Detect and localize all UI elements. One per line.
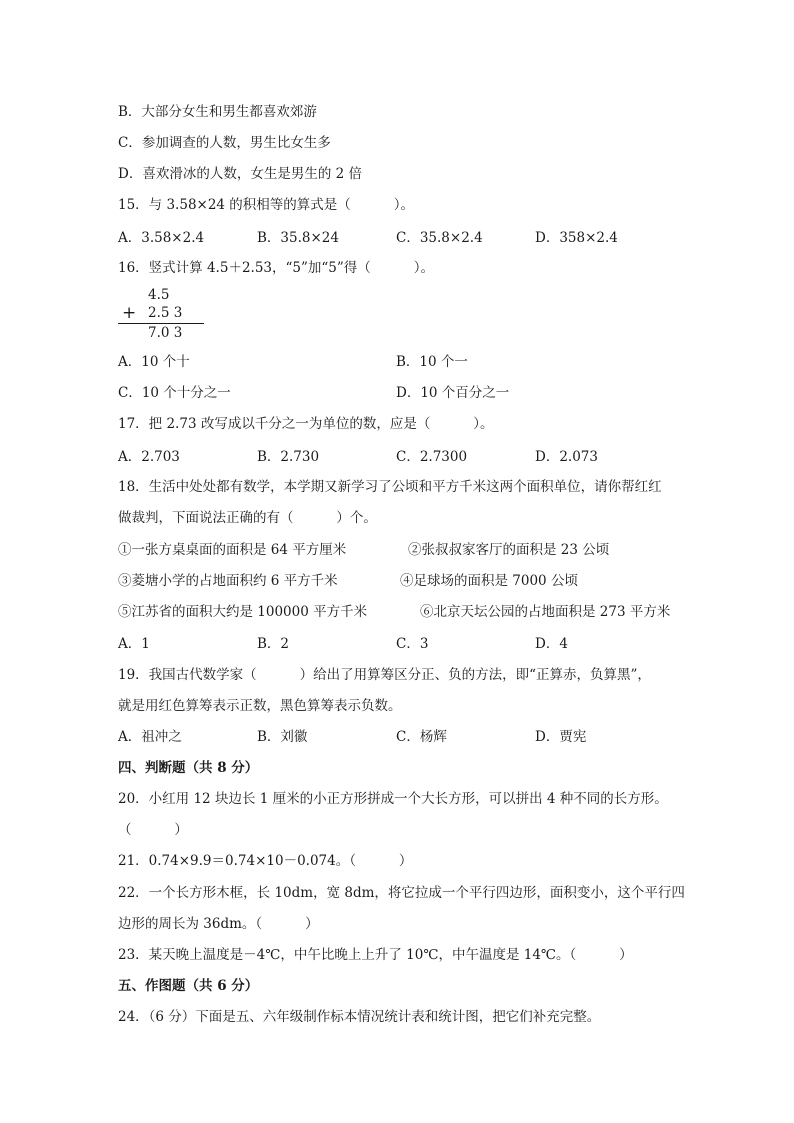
section-4-heading: 四、判断题（共 8 分）	[118, 760, 259, 776]
q19-option-b: B．刘徽	[257, 729, 308, 745]
question-20-line-1: 20．小红用 12 块边长 1 厘米的小正方形拼成一个大长方形，可以拼出 4 种不同的长方形。	[118, 791, 668, 807]
q17-option-d: D．2.073	[535, 449, 598, 465]
q18-statement-1: ①一张方桌桌面的面积是 64 平方厘米	[118, 542, 347, 558]
q15-option-c: C．35.8×2.4	[396, 230, 483, 246]
question-24: 24．（6 分）下面是五、六年级制作标本情况统计表和统计图，把它们补充完整。	[118, 1009, 601, 1025]
sum-result: 7.0 3	[148, 325, 183, 341]
question-18-line-2: 做裁判，下面说法正确的有（ ）个。	[118, 510, 377, 526]
q15-option-b: B．35.8×24	[257, 230, 339, 246]
question-17: 17．把 2.73 改写成以千分之一为单位的数，应是（ ）。	[118, 416, 494, 432]
question-15: 15．与 3.58×24 的积相等的算式是（ ）。	[118, 197, 414, 213]
q18-statement-4: ④足球场的面积是 7000 公顷	[400, 573, 578, 589]
question-22-line-2: 边形的周长为 36dm。（ ）	[118, 916, 319, 932]
question-19-line-2: 就是用红色算筹表示正数，黑色算筹表示负数。	[118, 698, 402, 714]
q18-statement-5: ⑤江苏省的面积大约是 100000 平方千米	[118, 604, 368, 620]
question-22-line-1: 22．一个长方形木框，长 10dm，宽 8dm，将它拉成一个平行四边形，面积变小，这个平行四	[118, 885, 685, 901]
q19-option-a: A．祖冲之	[118, 729, 182, 745]
q15-option-d: D．358×2.4	[535, 230, 618, 246]
q18-statement-3: ③菱塘小学的占地面积约 6 平方千米	[118, 573, 338, 589]
addend-1: 4.5	[148, 287, 170, 303]
question-18-line-1: 18．生活中处处都有数学，本学期又新学习了公顷和平方千米这两个面积单位，请你帮红红	[118, 479, 662, 495]
q17-option-a: A．2.703	[118, 449, 180, 465]
q19-option-d: D．贾宪	[535, 729, 587, 745]
plus-sign: +	[122, 303, 137, 323]
vertical-addition	[118, 287, 208, 343]
q15-option-a: A．3.58×2.4	[118, 230, 205, 246]
q18-statement-6: ⑥北京天坛公园的占地面积是 273 平方米	[420, 604, 671, 620]
q16-option-a: A．10 个十	[118, 354, 190, 370]
q17-option-b: B．2.730	[257, 449, 320, 465]
q18-option-b: B．2	[257, 636, 290, 652]
q16-option-d: D．10 个百分之一	[396, 385, 510, 401]
q18-option-c: C．3	[396, 636, 429, 652]
q14-option-d: D．喜欢滑冰的人数，女生是男生的 2 倍	[118, 166, 362, 182]
q18-statement-2: ②张叔叔家客厅的面积是 23 公顷	[408, 542, 610, 558]
q19-option-c: C．杨辉	[396, 729, 447, 745]
question-19-line-1: 19．我国古代数学家（ ）给出了用算筹区分正、负的方法，即“正算赤，负算黑”，	[118, 667, 651, 683]
question-16: 16．竖式计算 4.5＋2.53，“5”加“5”得（ ）。	[118, 260, 434, 276]
question-20-line-2: （ ）	[118, 822, 188, 838]
sum-rule	[118, 323, 204, 324]
q14-option-b: B．大部分女生和男生都喜欢郊游	[118, 104, 317, 120]
question-21: 21．0.74×9.9＝0.74×10－0.074。（ ）	[118, 853, 413, 869]
q18-option-d: D．4	[535, 636, 568, 652]
q14-option-c: C．参加调查的人数，男生比女生多	[118, 135, 331, 151]
q17-option-c: C．2.7300	[396, 449, 468, 465]
section-5-heading: 五、作图题（共 6 分）	[118, 978, 259, 994]
q16-option-c: C．10 个十分之一	[118, 385, 231, 401]
addend-2: 2.5 3	[148, 305, 183, 321]
question-23: 23．某天晚上温度是－4℃，中午比晚上上升了 10℃，中午温度是 14℃。（ ）	[118, 947, 633, 963]
q16-option-b: B．10 个一	[396, 354, 468, 370]
q18-option-a: A．1	[118, 636, 150, 652]
